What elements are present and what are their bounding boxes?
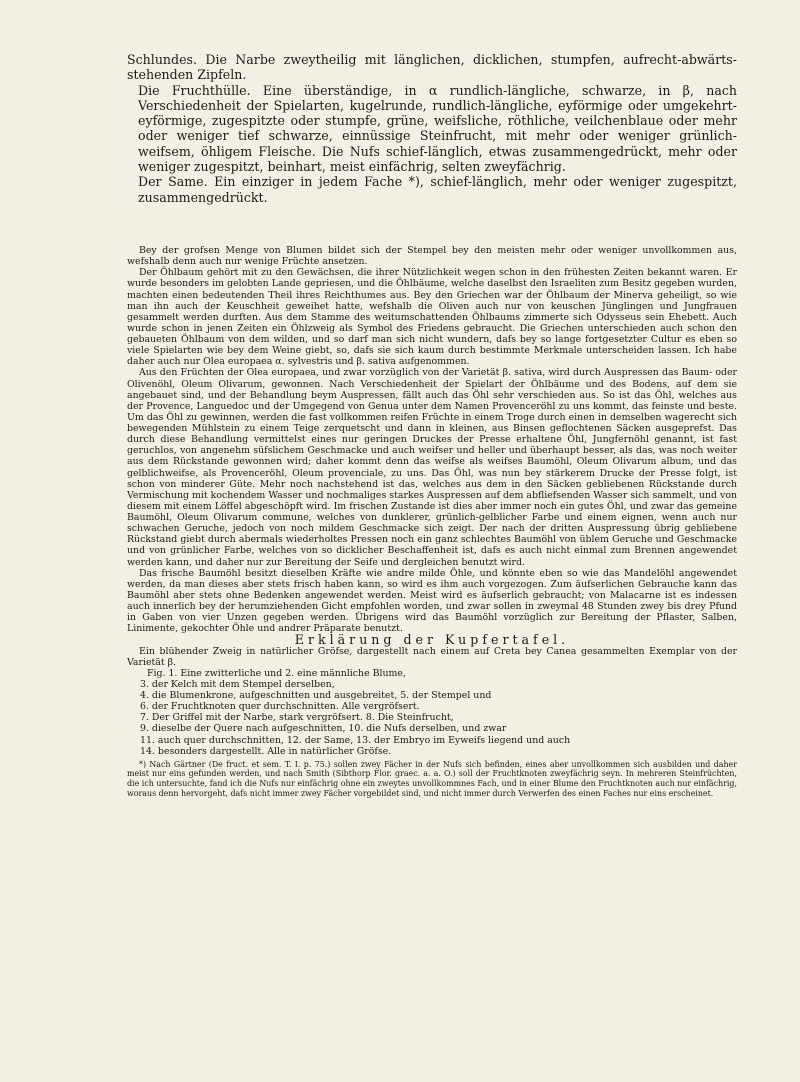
- figure-item: 4. die Blumenkrone, aufgeschnitten und ausgebreitet, 5. der Stempel und: [140, 690, 492, 701]
- paragraph-history: Der Öhlbaum gehört mit zu den Gewächsen, die ihrer Nützlichkeit wegen schon in den frühesten Zeiten bekannt waren. Er wurde besonders im gelobten Lande gepriesen, und die Öhlbäume, welche daselbst den Israeliten zum Besitz gegeben wurden, machten einen bedeutenden Theil ihres Reichthumes aus. Bey den Griechen war der Öhlbaum der Minerva geheiligt, so wie man ihn auch der Keuschheit geweihet hatte, wefshalb die Oliven auch nur von keuschen Jünglingen und Jungfrauen gesammelt werden durften. Aus dem Stamme des weitumschattenden Öhlbaums zimmerte sich Odysseus sein Ehebett. Auch wurde schon in jenen Zeiten ein Öhlzweig als Symbol des Friedens gebraucht. Die Griechen unterschieden auch schon den gebaueten Öhlbaum von dem wilden, und so darf man sich nicht wundern, dafs bey so lange fortgesetzter Cultur es eben so viele Spielarten wie bey dem Weine giebt, so, dafs sie sich kaum durch bestimmte Merkmale unterscheiden lassen. Ich habe daher auch nur Olea europaea α. sylvestris und β. sativa aufgenommen.: [127, 267, 737, 368]
- footnote-text: *) Nach Gärtner (De fruct. et sem. T. I. p. 75.) sollen zwey Fächer in der Nufs sich befinden, eines aber unvollkommen sich ausbilden und daher meist nur eins gefunden werden, und nach Smith (Sibthorp Flor. graec. a. a. O.) soll der Fruchtknoten zweyfächrig seyn. In mehreren Steinfrüchten, die ich untersuchte, fand ich die Nufs nur einfächrig ohne ein zweytes unvollkommnes Fach, und in einer Blume den Fruchtknoten auch nur einfächrig, woraus denn hervorgeht, dafs nicht immer zwey Fächer vorgebildet sind, und nicht immer durch Verwerfen des einen Faches nur eins erscheinet.: [127, 759, 737, 798]
- main-text: [127, 245, 737, 798]
- figure-item: 7. Der Griffel mit der Narbe, stark vergröfsert. 8. Die Steinfrucht,: [140, 712, 454, 724]
- paragraph-use: Das frische Baumöhl besitzt dieselben Kräfte wie andre milde Öhle, und könnte eben so wie das Mandelöhl angewendet werden, da man dieses aber stets frisch haben kann, so wird es ihm auch vorgezogen. Zum äufserlichen Gebrauche kann das Baumöhl aber stets ohne Bedenken angewendet werden. Meist wird es äufserlich gebraucht; von Malacarne ist es indessen auch innerlich bey der herumziehenden Gicht empfohlen worden, und zwar sollen in zweymal 48 Stunden zwey bis drey Pfund in Gaben von vier Unzen gegeben werden. Übrigens wird das Baumöhl vorzüglich zur Bereitung der Pflaster, Salben, Linimente, gekochter Öhle und andrer Präparate benutzt.: [127, 567, 737, 635]
- figure-item: 11. auch quer durchschnitten, 12. der Same, 13. der Embryo im Eyweifs liegend und auch: [140, 734, 571, 746]
- figure-item: Fig. 1. Eine zwitterliche und 2. eine männliche Blume,: [147, 667, 406, 679]
- fruchthuelle-paragraph: Die Fruchthülle. Eine überständige, in α rundlich-längliche, schwarze, in β, nach Verschiedenheit der Spielarten, kugelrunde, rundlich-längliche, eyförmige oder umgekehrt-eyförmige, zugespitzte oder stumpfe, grüne, weifsliche, röthliche, veilchenblaue oder mehr oder weniger tief schwarze, einnüssige Steinfrucht, mit mehr oder weniger grünlich-weifsem, öhligem Fleische. Die Nufs schief-länglich, etwas zusammengedrückt, mehr oder weniger zugespitzt, beinhart, meist einfächrig, selten zweyfächrig.: [138, 82, 737, 175]
- same-paragraph: Der Same. Ein einziger in jedem Fache *), schief-länglich, mehr oder weniger zugespitzt, zusammengedrückt.: [138, 174, 737, 205]
- paragraph-stempel: Bey der grofsen Menge von Blumen bildet sich der Stempel bey den meisten mehr oder weniger unvollkommen aus, wefshalb denn auch nur wenige Früchte ansetzen.: [127, 245, 737, 268]
- paragraph-oil: Aus den Früchten der Olea europaea, und zwar vorzüglich von der Varietät β. sativa, wird durch Auspressen das Baum- oder Olivenöhl, Oleum Olivarum, gewonnen. Nach Verschiedenheit der Spielart der Öhlbäume und des Bodens, auf dem sie angebauet sind, und der Behandlung beym Auspressen, fällt auch das Öhl sehr verschieden aus. So ist das Öhl, welches aus der Provence, Languedoc und der Umgegend von Genua unter dem Namen Provenceröhl zu uns kommt, das feinste und beste. Um das Öhl zu gewinnen, werden die fast vollkommen reifen Früchte in einem Troge durch einen in demselben wagerecht sich bewegenden Mühlstein zu einem Teige zerquetscht und dann in kleinen, aus Binsen geflochtenen Säcken ausgeprefst. Das durch diese Behandlung vermittelst eines nur geringen Druckes der Presse erhaltene Öhl, Jungfernöhl genannt, ist fast geruchlos, von angenehm süfslichem Geschmacke und auch weifser und heller und überhaupt besser, als das, was noch weiter aus dem Rückstande gewonnen wird; daher kommt denn das weifse als weifses Baumöhl, Oleum Olivarum album, und das gelblichweifse, als Provenceröhl, Oleum provenciale, zu uns. Das Öhl, was nun bey stärkerem Drucke der Presse folgt, ist schon von minderer Güte. Mehr noch nachstehend ist das, welches aus dem in den Säcken gebliebenen Rückstande durch Vermischung mit kochendem Wasser und nochmaliges starkes Auspressen auf dem abfliefsenden Wasser sich sammelt, und von diesem mit einem Löffel abgeschöpft wird. Im frischen Zustande ist dies aber immer noch ein gutes Öhl, und zwar das gemeine Baumöhl, Oleum Olivarum commune, welches von dunklerer, grünlich-gelblicher Farbe und einem eignen, wenn auch nur schwachen Geruche, jedoch von noch mildem Geschmacke sich zeigt. Der nach der dritten Auspressung übrig gebliebene Rückstand giebt durch abermals wiederholtes Pressen noch ein ganz schlechtes Baumöhl von üblem Geruche und Geschmacke und von grünlicher Farbe, welches von so dicklicher Beschaffenheit ist, dafs es auch nicht einmal zum Brennen angewendet werden kann, und daher nur zur Bereitung der Seife und dergleichen benutzt wird.: [127, 367, 737, 568]
- figure-item: 14. besonders dargestellt. Alle in natürlicher Gröfse.: [140, 745, 392, 757]
- narbe-line: Schlundes. Die Narbe zweytheilig mit länglichen, dicklichen, stumpfen, aufrecht-abwärts-stehenden Zipfeln.: [127, 52, 737, 83]
- figure-item: 3. der Kelch mit dem Stempel derselben,: [140, 678, 335, 690]
- plate-intro: Ein blühender Zweig in natürlicher Gröfse, dargestellt nach einem auf Creta bey Canea gesammelten Exemplar von der Varietät β.: [127, 645, 737, 668]
- description-section: [127, 52, 737, 205]
- figure-list: [127, 668, 737, 757]
- plate-heading: Erklärung der Kupfertafel.: [294, 632, 570, 648]
- footnote: [127, 759, 737, 798]
- figure-item: 6. der Fruchtknoten quer durchschnitten. Alle vergröfsert.: [140, 701, 420, 713]
- figure-item: 9. dieselbe der Quere nach aufgeschnitten, 10. die Nufs derselben, und zwar: [140, 723, 507, 735]
